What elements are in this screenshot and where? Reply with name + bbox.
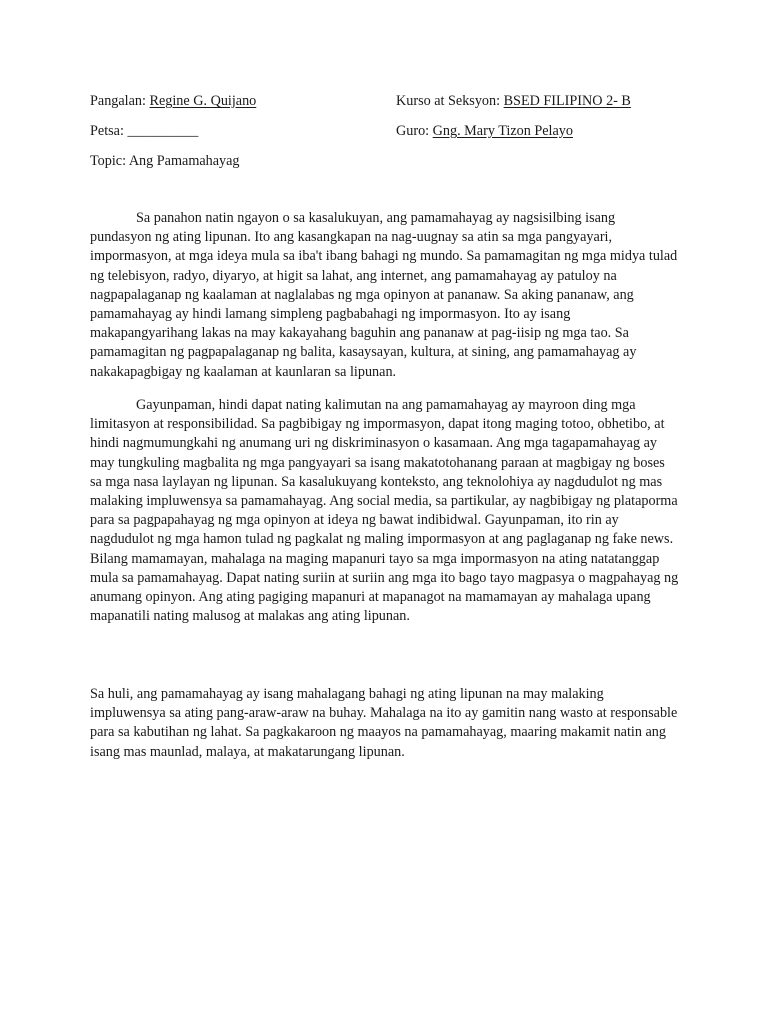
date-field <box>90 121 198 141</box>
body-paragraph-3: Sa huli, ang pamamahayag ay isang mahalagang bahagi ng ating lipunan na may malaking impluwensya sa ating pang-araw-araw na buhay. Mahalaga na ito ay gamitin nang wasto at responsable para sa kabutihan ng lahat. Sa pagkakaroon ng maayos na pamamahayag, maaring makamit natin ang isang mas maunlad, malaya, at makatarungang lipunan. <box>90 686 678 760</box>
course-value: BSED FILIPINO 2- B <box>503 93 631 109</box>
date-value: __________ <box>127 123 199 139</box>
topic-value: Ang Pamamahayag <box>128 153 240 169</box>
header-row-topic <box>90 151 690 171</box>
topic-label: Topic: <box>90 153 129 169</box>
header-row-name-course <box>90 91 690 111</box>
name-value: Regine G. Quijano <box>149 93 257 109</box>
name-field <box>90 91 256 111</box>
name-label: Pangalan: <box>90 93 150 109</box>
course-label: Kurso at Seksyon: <box>396 93 504 109</box>
teacher-label: Guro: <box>396 123 433 139</box>
teacher-value: Gng. Mary Tizon Pelayo <box>432 123 573 139</box>
course-field <box>396 91 631 111</box>
body-paragraph-1: Sa panahon natin ngayon o sa kasalukuyan, ang pamamahayag ay nagsisilbing isang pundasyon ng ating lipunan. Ito ang kasangkapan na nag-uugnay sa atin sa mga pangyayari, impormasyon, at mga ideya mula sa iba't ibang bahagi ng mundo. Sa pamamagitan ng mga midya tulad ng telebisyon, radyo, diyaryo, at higit sa lahat, ang internet, ang pamamahayag ay patuloy na nagpapalaganap ng kaalaman at naglalabas ng mga opinyon at pananaw. Sa aking pananaw, ang pamamahayag ay hindi lamang simpleng pagbabahagi ng impormasyon. Ito ay isang makapangyarihang lakas na may kakayahang baguhin ang pananaw at pag-iisip ng mga tao. Sa pamamagitan ng pagpapalaganap ng balita, kasaysayan, kultura, at sining, ang pamamahayag ay nakakapagbigay ng kaalaman at kaunlaran sa lipunan. <box>90 210 678 380</box>
date-label: Petsa: <box>90 123 128 139</box>
header-row-date-teacher <box>90 121 690 141</box>
topic-field <box>90 151 240 171</box>
teacher-field <box>396 121 573 141</box>
body-paragraph-2: Gayunpaman, hindi dapat nating kalimutan na ang pamamahayag ay mayroon ding mga limitasyon at responsibilidad. Sa pagbibigay ng impormasyon, dapat itong maging totoo, obhetibo, at hindi nagmumungkahi ng anumang uri ng diskriminasyon o kasamaan. Ang mga tagapamahayag ay may tungkuling magbalita ng mga pangyayari sa isang makatotohanang paraan at magbigay ng boses sa mga nasa laylayan ng lipunan. Sa kasalukuyang konteksto, ang teknolohiya ay nagdudulot ng mas malaking impluwensya sa pamamahayag. Ang social media, sa partikular, ay nagbibigay ng plataporma para sa pagpapahayag ng mga opinyon at ideya ng bawat indibidwal. Gayunpaman, ito rin ay nagdudulot ng mga hamon tulad ng pagkalat ng maling impormasyon at ang paglaganap ng fake news. Bilang mamamayan, mahalaga na maging mapanuri tayo sa mga impormasyon na ating natatanggap mula sa pamamahayag. Dapat nating suriin at suriin ang mga ito bago tayo magpasya o magpahayag ng anumang opinyon. Ang ating pagiging mapanuri at mapanagot na mamamayan ay mahalaga upang mapanatili nating malusog at malakas ang ating lipunan. <box>90 397 679 625</box>
